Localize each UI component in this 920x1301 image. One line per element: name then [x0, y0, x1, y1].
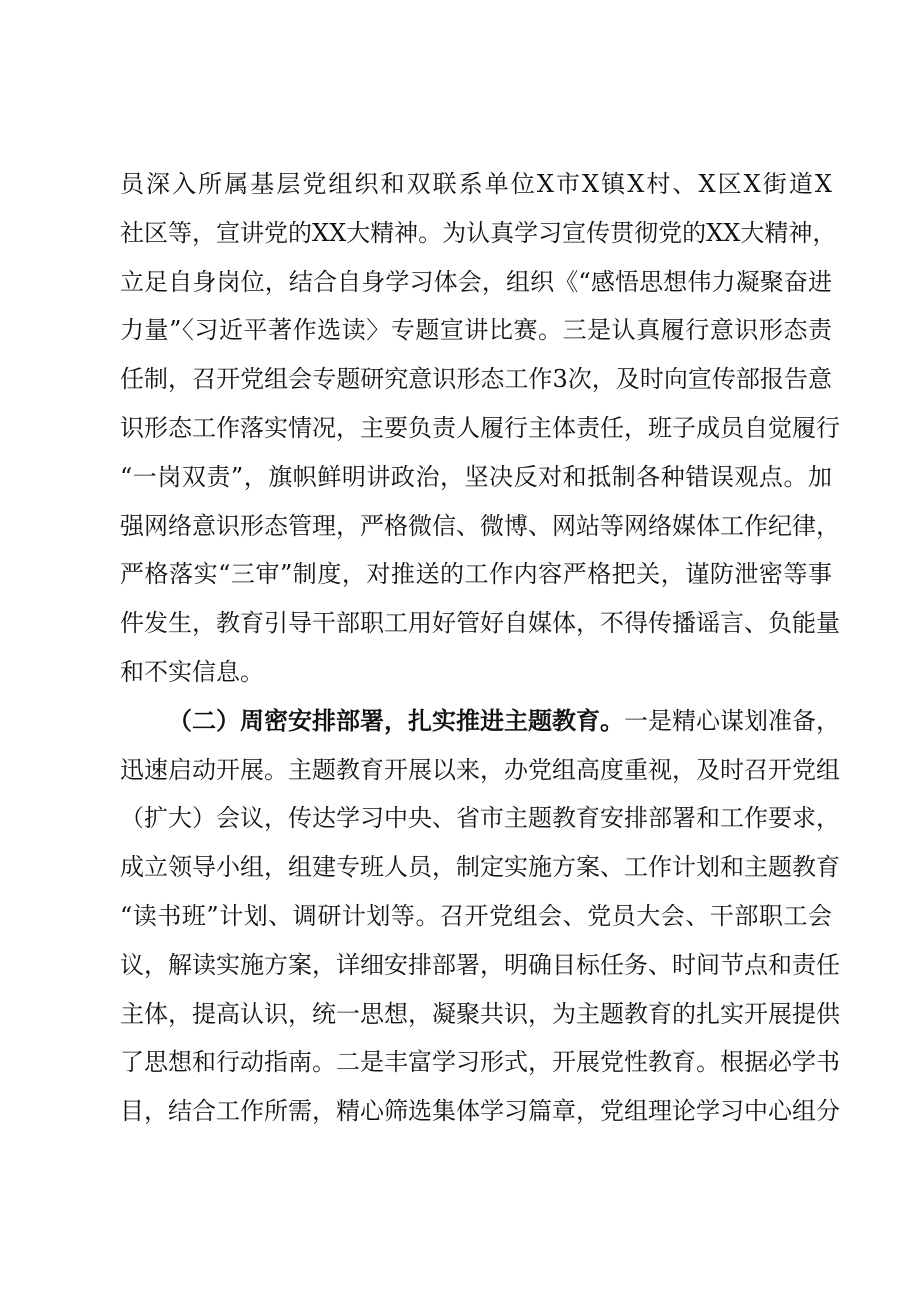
- document-body: [120, 160, 840, 1136]
- text-line: （扩大）会议，传达学习中央、省市主题教育安排部署和工作要求，: [120, 804, 840, 833]
- text-line: 员深入所属基层党组织和双联系单位X市X镇X村、X区X街道X: [120, 170, 832, 198]
- text-line: 力量”〈习近平著作选读〉专题宣讲比赛。三是认真履行意识形态责: [120, 316, 832, 345]
- text-line: 议，解读实施方案，详细安排部署，明确目标任务、时间节点和责任: [120, 950, 840, 979]
- text-line: 立足自身岗位，结合自身学习体会，组织《“感悟思想伟力凝聚奋进: [120, 267, 832, 296]
- text-run: 一是精心谋划准备，: [624, 706, 840, 735]
- section-heading: （二）周密安排部署，扎实推进主题教育。: [168, 705, 624, 735]
- paragraph-ideology-work: [120, 160, 840, 697]
- section-heading-line: [120, 697, 840, 746]
- text-line: 和不实信息。: [120, 657, 264, 686]
- text-line: 社区等，宣讲党的XX大精神。为认真学习宣传贯彻党的XX大精神，: [120, 218, 837, 247]
- text-line: 了思想和行动指南。二是丰富学习形式，开展党性教育。根据必学书: [120, 1048, 840, 1077]
- text-line: 目，结合工作所需，精心筛选集体学习篇章，党组理论学习中心组分: [120, 1097, 840, 1126]
- text-line: “读书班”计划、调研计划等。召开党组会、党员大会、干部职工会: [120, 901, 832, 930]
- text-line: 强网络意识形态管理，严格微信、微博、网站等网络媒体工作纪律，: [120, 511, 840, 540]
- paragraph-theme-education: [120, 697, 840, 1136]
- text-line: 件发生，教育引导干部职工用好管好自媒体，不得传播谣言、负能量: [120, 609, 840, 638]
- text-line: 主体，提高认识，统一思想，凝聚共识，为主题教育的扎实开展提供: [120, 999, 840, 1028]
- text-line: 成立领导小组，组建专班人员，制定实施方案、工作计划和主题教育: [120, 853, 840, 882]
- text-line: 迅速启动开展。主题教育开展以来，办党组高度重视，及时召开党组: [120, 755, 840, 784]
- text-line: 任制，召开党组会专题研究意识形态工作3次，及时向宣传部报告意: [120, 365, 832, 394]
- text-line: 识形态工作落实情况，主要负责人履行主体责任，班子成员自觉履行: [120, 413, 840, 442]
- text-line: 严格落实“三审”制度，对推送的工作内容严格把关，谨防泄密等事: [120, 560, 832, 589]
- text-line: “一岗双责”，旗帜鲜明讲政治，坚决反对和抵制各种错误观点。加: [120, 462, 832, 491]
